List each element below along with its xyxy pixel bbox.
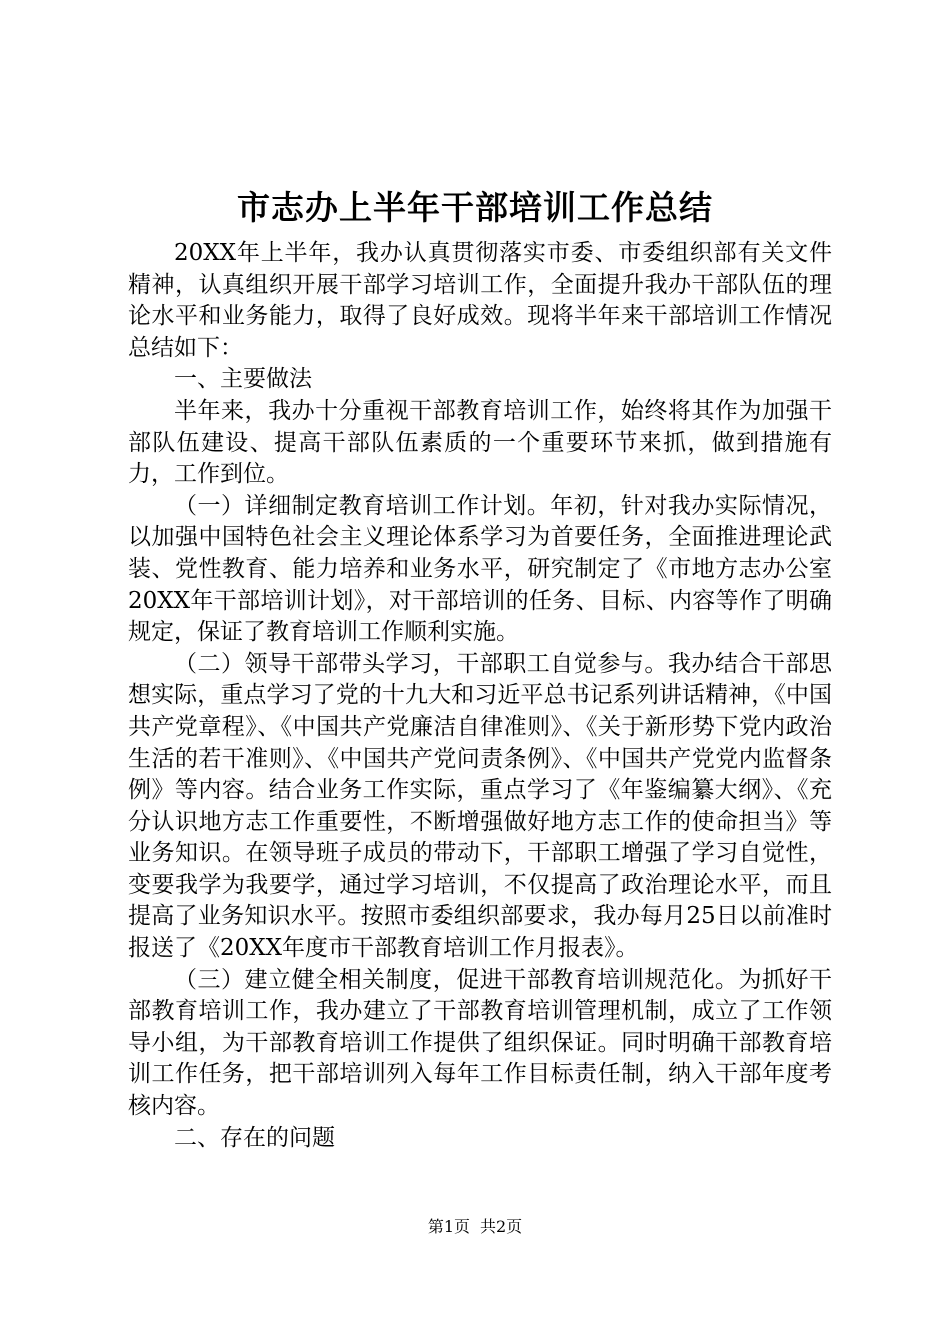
- document-body: [128, 238, 832, 1154]
- section-heading-problems: 二、存在的问题: [174, 1124, 335, 1151]
- paragraph-leadership-study: （二）领导干部带头学习，干部职工自觉参与。我办结合干部思想实际，重点学习了党的十九大和习近平总书记系列讲话精神，《中国共产党章程》、《中国共产党廉洁自律准则》、《关于新形势下党内政治生活的若干准则》、《中国共产党问责条例》、《中国共产党党内监督条例》等内容。结合业务工作实际，重点学习了《年鉴编纂大纲》、《充分认识地方志工作重要性，不断增强做好地方志工作的使命担当》等业务知识。在领导班子成员的带动下，干部职工增强了学习自觉性，变要我学为我要学，通过学习培训，不仅提高了政治理论水平，而且提高了业务知识水平。按照市委组织部要求，我办每月25日以前准时报送了《20XX年度市干部教育培训工作月报表》。: [128, 650, 832, 962]
- paragraph-overview: 半年来，我办十分重视干部教育培训工作，始终将其作为加强干部队伍建设、提高干部队伍素质的一个重要环节来抓，做到措施有力，工作到位。: [128, 397, 832, 488]
- document-title: 市志办上半年干部培训工作总结: [237, 188, 713, 227]
- page-number-current: 第1页: [427, 1217, 470, 1236]
- paragraph-system: （三）建立健全相关制度，促进干部教育培训规范化。为抓好干部教育培训工作，我办建立了干部教育培训管理机制，成立了工作领导小组，为干部教育培训工作提供了组织保证。同时明确干部教育培训工作任务，把干部培训列入每年工作目标责任制，纳入干部年度考核内容。: [128, 966, 832, 1120]
- paragraph-plan: （一）详细制定教育培训工作计划。年初，针对我办实际情况，以加强中国特色社会主义理论体系学习为首要任务，全面推进理论武装、党性教育、能力培养和业务水平，研究制定了《市地方志办公室20XX年干部培训计划》，对干部培训的任务、目标、内容等作了明确规定，保证了教育培训工作顺利实施。: [128, 492, 832, 646]
- page-footer: [0, 1216, 950, 1238]
- section-heading-main-practices: 一、主要做法: [174, 366, 312, 393]
- page-number-total: 共2页: [480, 1217, 523, 1236]
- paragraph-intro: 20XX年上半年，我办认真贯彻落实市委、市委组织部有关文件精神，认真组织开展干部学习培训工作，全面提升我办干部队伍的理论水平和业务能力，取得了良好成效。现将半年来干部培训工作情况总结如下：: [128, 240, 832, 361]
